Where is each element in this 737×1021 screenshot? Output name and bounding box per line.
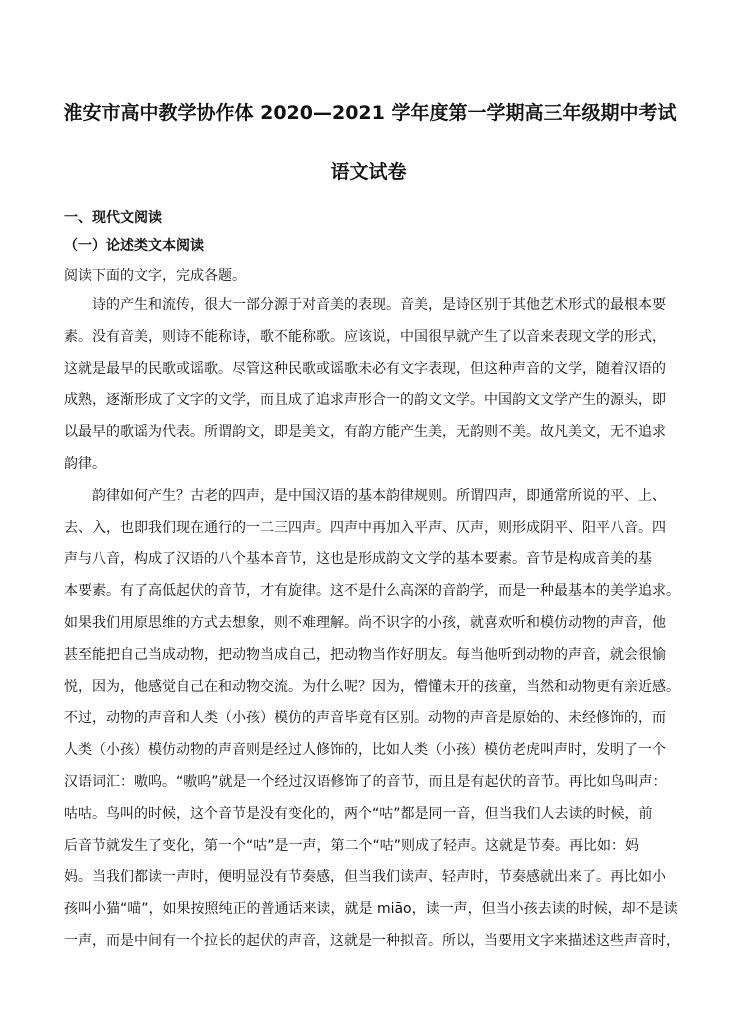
passage-line: 咕咕。鸟叫的时候，这个音节是没有变化的，两个“咕”都是同一音，但当我们人去读的时候，前 [64,805,653,822]
passage-body [64,290,684,958]
passage-line: 不过，动物的声音和人类（小孩）模仿的声音毕竟有区别。动物的声音是原始的、未经修饰的，而 [64,710,666,727]
passage-line: 以最早的歌谣为代表。所谓韵文，即是美文，有韵方能产生美，无韵则不美。故凡美文，无不追求 [64,424,666,441]
passage-line: 甚至能把自己当成动物，把动物当成自己，把动物当作好朋友。每当他听到动物的声音，就会很愉 [64,646,666,663]
reading-instruction: 阅读下面的文字，完成各题。 [64,268,246,284]
passage-line: 人类（小孩）模仿动物的声音则是经过人修饰的，比如人类（小孩）模仿老虎叫声时，发明了一个 [64,742,666,759]
passage-line: 一声，而是中间有一个拉长的起伏的声音，这就是一种拟音。所以，当要用文字来描述这些声音时， [64,932,680,949]
exam-subject-title: 语文试卷 [330,161,407,183]
passage-line: 诗的产生和流传，很大一部分源于对音美的表现。音美，是诗区别于其他艺术形式的最根本要 [92,297,666,313]
passage-line: 本要素。有了高低起伏的音节，才有旋律。这不是什么高深的音韵学，而是一种最基本的美学追求。 [64,583,680,600]
passage-line: 成熟，逐渐形成了文字的文学，而且成了追求声形合一的韵文文学。中国韵文文学产生的源头，即 [64,392,666,409]
passage-line: 素。没有音美，则诗不能称诗，歌不能称歌。应该说，中国很早就产生了以音来表现文学的形式， [64,328,666,345]
passage-line: 汉语词汇：嗷呜。“嗷呜”就是一个经过汉语修饰了的音节，而且是有起伏的音节。再比如鸟叫声： [64,773,667,790]
passage-line: 韵律如何产生？古老的四声，是中国汉语的基本韵律规则。所谓四声，即通常所说的平、上、 [92,487,666,504]
passage-line: 去、入，也即我们现在通行的一二三四声。四声中再加入平声、仄声，则形成阴平、阳平八音。四 [64,519,666,536]
passage-line: 后音节就发生了变化，第一个“咕”是一声，第二个“咕”则成了轻声。这就是节奏。再比如：妈 [64,837,640,854]
passage-line: 韵律。 [64,455,106,472]
passage-line: 这就是最早的民歌或谣歌。尽管这种民歌或谣歌未必有文字表现，但这种声音的文学，随着汉语的 [64,360,666,377]
exam-title: 淮安市高中教学协作体 2020—2021 学年度第一学期高三年级期中考试 [63,102,677,124]
passage-line: 如果我们用原思维的方式去想象，则不难理解。尚不识字的小孩，就喜欢听和模仿动物的声音，他 [64,614,666,631]
section-heading: 一、现代文阅读 [64,210,162,226]
passage-line: 悦，因为，他感觉自己在和动物交流。为什么呢？因为，懵懂未开的孩童，当然和动物更有亲近感。 [64,678,680,695]
subsection-heading: （一）论述类文本阅读 [64,238,204,254]
passage-line: 孩叫小猫“喵”，如果按照纯正的普通话来读，就是 miāo，读一声，但当小孩去读的时候，却不是读 [64,901,678,918]
passage-line: 声与八音，构成了汉语的八个基本音节，这也是形成韵文文学的基本要素。音节是构成音美的基 [64,551,652,568]
passage-line: 妈。当我们都读一声时，便明显没有节奏感，但当我们读声、轻声时，节奏感就出来了。再比如小 [64,869,666,886]
